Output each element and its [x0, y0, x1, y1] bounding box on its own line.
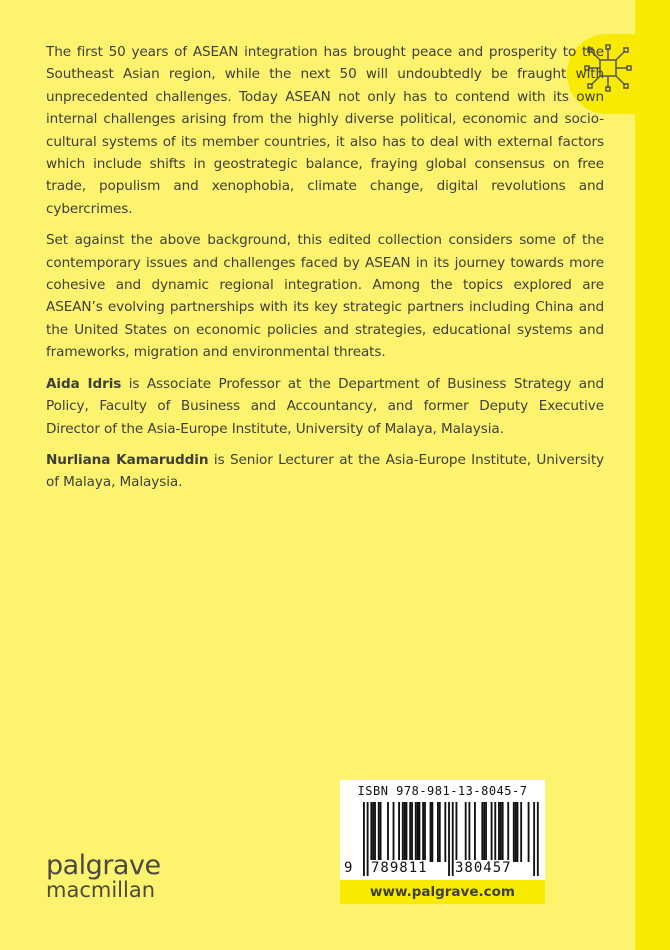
barcode-bar — [533, 802, 535, 876]
barcode-bar — [430, 802, 432, 862]
barcode-bar — [456, 802, 458, 862]
barcode-bar — [398, 802, 400, 862]
barcode-bar — [393, 802, 395, 862]
barcode-bar — [411, 802, 413, 862]
barcode-right-digits: 380457 — [455, 860, 512, 876]
barcode-bar — [515, 802, 517, 862]
barcode-bar — [422, 802, 424, 862]
isbn-label: ISBN 978-981-13-8045-7 — [357, 784, 528, 798]
barcode-bar — [491, 802, 493, 862]
barcode-first-digit: 9 — [344, 860, 353, 876]
barcode-bar — [537, 802, 539, 876]
barcode-bar — [409, 802, 411, 862]
barcode-bar — [507, 802, 509, 862]
blurb-paragraph-2: Set against the above background, this edited collection considers some of the contemporary issues and challenges faced by ASEAN in its journey towards more cohesive and dynamic regional integration. Among the topics explored are ASEAN’s evolving partnerships with its key strategic partners including China and the United States on economic policies and strategies, educational systems and frameworks, migration and environmental threats. — [46, 232, 604, 361]
barcode-bar — [517, 802, 519, 862]
publisher-logo — [46, 852, 161, 901]
barcode-bar — [498, 802, 500, 862]
barcode-bar — [380, 802, 382, 862]
logo-line-1: palgrave — [46, 850, 161, 881]
logo-line-2: macmillan — [46, 878, 156, 902]
barcode-bar — [370, 802, 372, 862]
isbn-barcode — [340, 780, 545, 880]
barcode-bar — [485, 802, 487, 862]
barcode-bar — [500, 802, 502, 862]
barcode-bar — [367, 802, 369, 876]
barcode-bar — [402, 802, 404, 862]
barcode-bar — [387, 802, 389, 862]
author-bio-2 — [46, 449, 604, 494]
barcode-bar — [431, 802, 433, 862]
barcode-bar — [437, 802, 439, 862]
author-bio: is Senior Lecturer at the Asia-Europe Institute, University of Malaya, Malaysia. — [46, 451, 604, 491]
barcode-bar — [439, 802, 441, 862]
barcode-bar — [404, 802, 406, 862]
barcode-bar — [378, 802, 380, 862]
barcode-bar — [474, 802, 476, 862]
barcode-bar — [372, 802, 374, 862]
author-bio: is Associate Professor at the Department of Business Strategy and Policy, Faculty of Business and Accountancy, and former Deputy Executive Director of the Asia-Europe Institute, University of Malaya, Malaysia. — [46, 375, 605, 437]
barcode-bar — [502, 802, 504, 862]
barcode-bar — [374, 802, 376, 862]
barcode-bar — [406, 802, 408, 862]
author-name: Nurliana Kamaruddin — [46, 451, 209, 468]
barcode-bar — [468, 802, 470, 862]
barcode-bar — [363, 802, 365, 876]
spine-strip — [635, 0, 670, 950]
barcode-bar — [419, 802, 421, 862]
barcode-left-digits: 789811 — [371, 860, 428, 876]
barcode-bar — [417, 802, 419, 862]
barcode-bar — [415, 802, 417, 862]
blurb-paragraph-1: The first 50 years of ASEAN integration has brought peace and prosperity to the Southeast Asian region, while the next 50 will undoubtedly be fraught with unprecedented challenges. Today ASEAN not only has to contend with its own internal challenges arising from the highly diverse political, economic and socio-cultural systems of its member countries, it also has to deal with external factors which include shifts in geostrategic balance, fraying global consensus on free trade, populism and xenophobia, climate change, digital revolutions and cybercrimes. — [46, 44, 604, 217]
barcode-bar — [481, 802, 483, 862]
barcode-bar — [448, 802, 450, 876]
barcode-bar — [520, 802, 522, 862]
barcode-bar — [465, 802, 467, 862]
publisher-url[interactable]: www.palgrave.com — [340, 880, 545, 904]
author-name: Aida Idris — [46, 375, 122, 392]
barcode-bar — [513, 802, 515, 862]
barcode-bar — [528, 802, 530, 862]
barcode-bar — [494, 802, 496, 862]
author-bio-1 — [46, 373, 604, 440]
barcode-bar — [483, 802, 485, 862]
barcode-bar — [424, 802, 426, 862]
blurb — [46, 41, 604, 503]
barcode-bar — [444, 802, 446, 862]
